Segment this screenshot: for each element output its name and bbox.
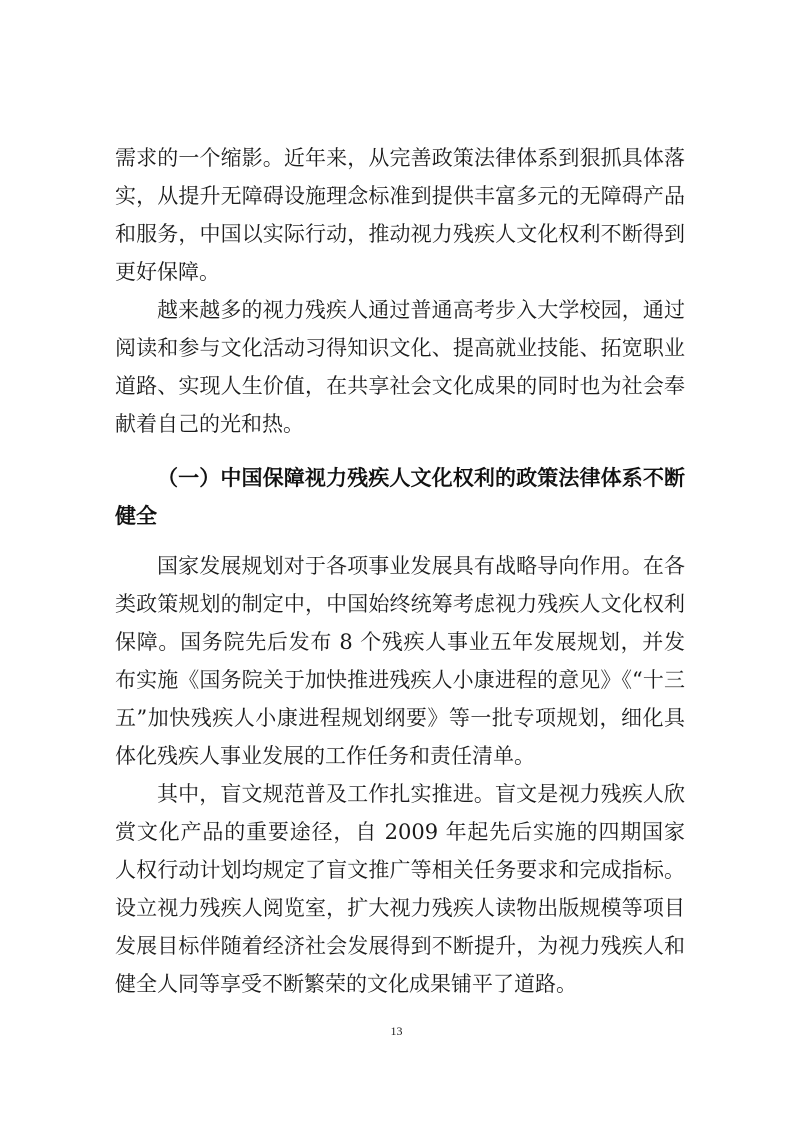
paragraph-development-plans: 国家发展规划对于各项事业发展具有战略导向作用。在各类政策规划的制定中，中国始终统筹考虑视力残疾人文化权利保障。国务院先后发布 8 个残疾人事业五年发展规划，并发布实施《国务院关于加快推进残疾人小康进程的意见》《“十三五”加快残疾人小康进程规划纲要》等一批专项规划，细化具体化残疾人事业发展的工作任务和责任清单。 — [115, 554, 685, 768]
paragraph-braille: 其中，盲文规范普及工作扎实推进。盲文是视力残疾人欣赏文化产品的重要途径，自 2009 年起先后实施的四期国家人权行动计划均规定了盲文推广等相关任务要求和完成指标。设立视力残疾人阅览室，扩大视力残疾人读物出版规模等项目发展目标伴随着经济社会发展得到不断提升，为视力残疾人和健全人同等享受不断繁荣的文化成果铺平了道路。 — [115, 782, 685, 996]
section-heading: （一）中国保障视力残疾人文化权利的政策法律体系不断健全 — [115, 466, 685, 528]
paragraph-continuation: 需求的一个缩影。近年来，从完善政策法律体系到狠抓具体落实，从提升无障碍设施理念标准到提供丰富多元的无障碍产品和服务，中国以实际行动，推动视力残疾人文化权利不断得到更好保障。 — [115, 146, 685, 284]
paragraph-university-access: 越来越多的视力残疾人通过普通高考步入大学校园，通过阅读和参与文化活动习得知识文化、提高就业技能、拓宽职业道路、实现人生价值，在共享社会文化成果的同时也为社会奉献着自己的光和热。 — [115, 298, 685, 436]
body-text — [115, 139, 685, 1003]
page-number: 13 — [390, 1024, 403, 1038]
